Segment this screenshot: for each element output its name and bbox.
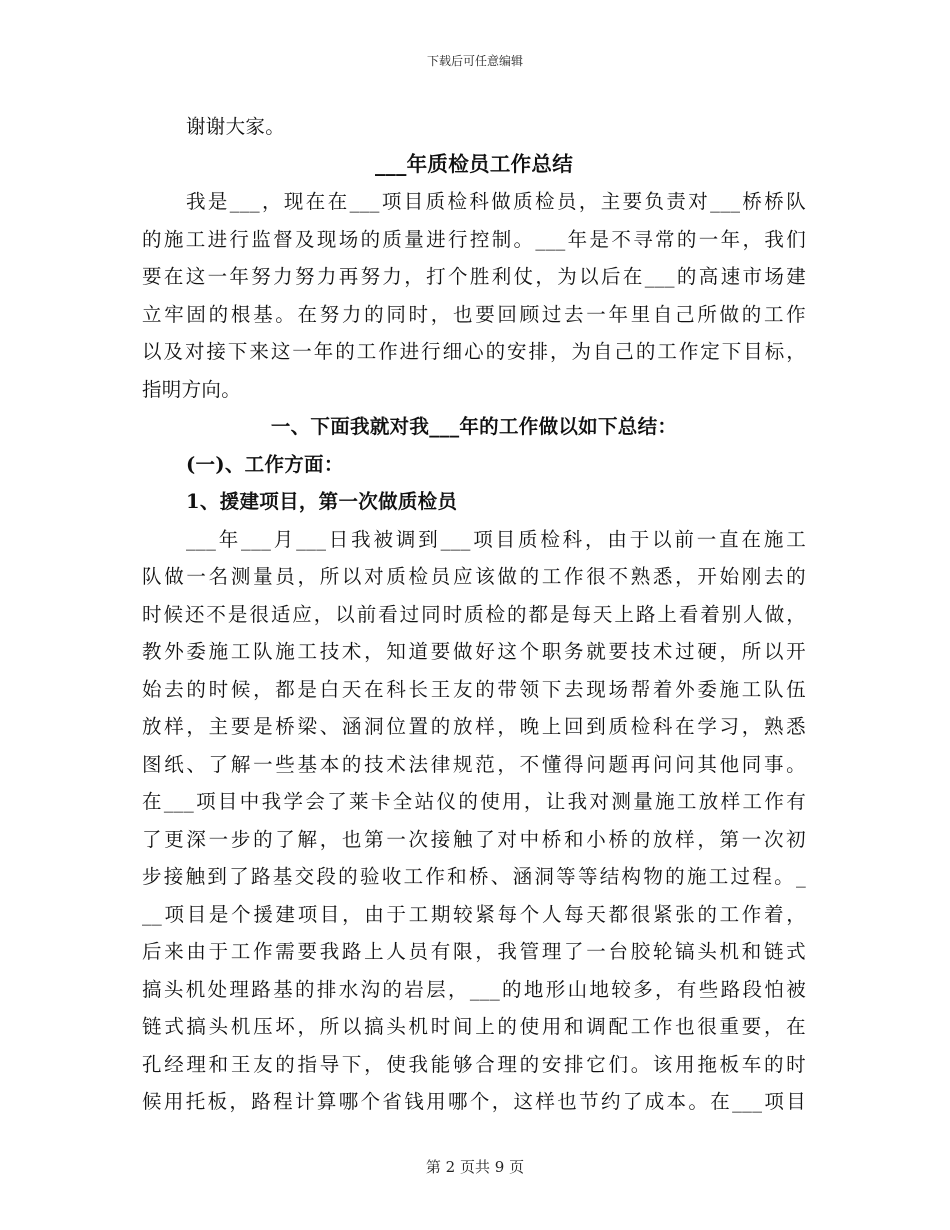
paragraph-line: 的施工进行监督及现场的质量进行控制。___年是不寻常的一年，我们 [142,227,806,251]
section-heading: (一)、工作方面： [186,452,344,476]
page-header: 下载后可任意编辑 [426,54,523,68]
paragraph-line: 了更深一步的了解，也第一次接触了对中桥和小桥的放样，第一次初 [142,827,806,851]
paragraph-line: 链式搞头机压坏，所以搞头机时间上的使用和调配工作也很重要，在 [142,1015,806,1038]
paragraph-line: 搞头机处理路基的排水沟的岩层，___的地形山地较多，有些路段怕被 [142,977,806,1001]
paragraph-line: 队做一名测量员，所以对质检员应该做的工作很不熟悉，开始刚去的 [142,565,806,588]
paragraph-line: 时候还不是很适应，以前看过同时质检的都是每天上路上看着别人做， [142,602,806,626]
paragraph-line: 教外委施工队施工技术，知道要做好这个职务就要技术过硬，所以开 [142,640,806,663]
paragraph-line: 以及对接下来这一年的工作进行细心的安排，为自己的工作定下目标， [142,340,806,363]
paragraph-line: 候用托板，路程计算哪个省钱用哪个，这样也节约了成本。在___项目 [142,1090,806,1113]
page-footer: 第 2 页共 9 页 [425,1158,525,1176]
paragraph-line: 图纸、了解一些基本的技术法律规范，不懂得问题再问问其他同事。 [142,752,806,776]
paragraph-line: 立牢固的根基。在努力的同时，也要回顾过去一年里自己所做的工作 [142,302,806,326]
document-body [142,108,806,1121]
section-heading: 一、下面我就对我___年的工作做以如下总结： [270,415,678,438]
paragraph-line: 指明方向。 [142,377,242,401]
paragraph-line: 我是___，现在在___项目质检科做质检员，主要负责对___桥桥队 [186,190,806,213]
paragraph-line: 放样，主要是桥梁、涵洞位置的放样，晚上回到质检科在学习，熟悉 [142,715,806,738]
paragraph-line: 始去的时候，都是白天在科长王友的带领下去现场帮着外委施工队伍 [142,677,806,701]
paragraph-line: __项目是个援建项目，由于工期较紧每个人每天都很紧张的工作着， [142,902,806,926]
paragraph-line: 谢谢大家。 [186,115,286,138]
section-heading: 1、援建项目，第一次做质检员 [186,490,458,513]
paragraph-line: 后来由于工作需要我路上人员有限，我管理了一台胶轮镐头机和链式 [142,940,806,963]
paragraph-line: 孔经理和王友的指导下，使我能够合理的安排它们。该用拖板车的时 [142,1052,806,1076]
paragraph-line: 在___项目中我学会了莱卡全站仪的使用，让我对测量施工放样工作有 [142,790,806,813]
paragraph-line: 步接触到了路基交段的验收工作和桥、涵洞等等结构物的施工过程。_ [142,865,806,888]
document-title: ___年质检员工作总结 [374,151,574,176]
paragraph-line: 要在这一年努力努力再努力，打个胜利仗，为以后在___的高速市场建 [142,265,806,288]
paragraph-line: ___年___月___日我被调到___项目质检科，由于以前一直在施工 [186,527,806,551]
